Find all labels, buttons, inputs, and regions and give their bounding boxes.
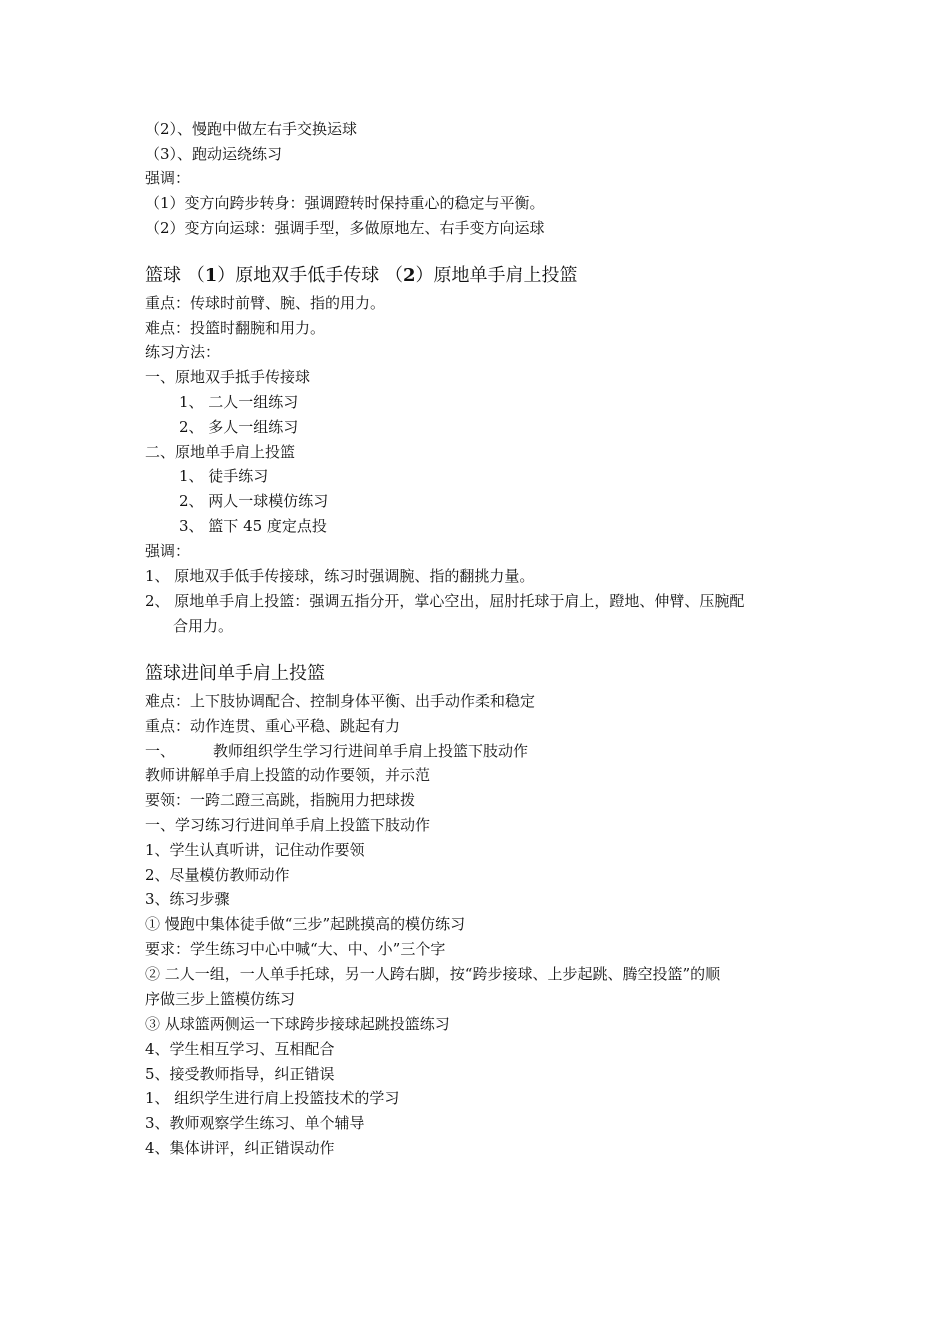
heading-part: ）原地单手肩上投篮 bbox=[415, 265, 578, 286]
text-line: （2）、慢跑中做左右手交换运球 bbox=[145, 120, 358, 138]
text-line: 2、尽量模仿教师动作 bbox=[145, 866, 290, 884]
text-line: 重点：动作连贯、重心平稳、跳起有力 bbox=[145, 717, 401, 735]
text-line: 要领：一跨二蹬三高跳，指腕用力把球拨 bbox=[145, 791, 416, 809]
text-line: 难点：上下肢协调配合、控制身体平衡、出手动作柔和稳定 bbox=[145, 692, 536, 710]
text-line: 1、 组织学生进行肩上投篮技术的学习 bbox=[145, 1089, 400, 1107]
text-line: 强调： bbox=[145, 169, 191, 187]
section-heading bbox=[145, 264, 578, 288]
text-line: 要求：学生练习中心中喊“大、中、小”三个字 bbox=[145, 940, 446, 958]
text-line: 序做三步上篮模仿练习 bbox=[145, 990, 296, 1008]
list-item: 1、 二人一组练习 bbox=[179, 393, 299, 411]
list-item: 2、 多人一组练习 bbox=[179, 418, 299, 436]
text-line: 2、 原地单手肩上投篮：强调五指分开，掌心空出，屈肘托球于肩上，蹬地、伸臂、压腕配 bbox=[145, 592, 745, 610]
heading-part: ）原地双手低手传球 （ bbox=[217, 265, 403, 286]
list-item: 2、 两人一球模仿练习 bbox=[179, 492, 329, 510]
text-line: 二、原地单手肩上投篮 bbox=[145, 443, 296, 461]
heading-number: 2 bbox=[403, 265, 416, 286]
text-line: ③ 从球篮两侧运一下球跨步接球起跳投篮练习 bbox=[145, 1015, 450, 1033]
text-line: 教师讲解单手肩上投篮的动作要领，并示范 bbox=[145, 766, 431, 784]
text-line: ① 慢跑中集体徒手做“三步”起跳摸高的模仿练习 bbox=[145, 915, 466, 933]
text-line: 3、练习步骤 bbox=[145, 890, 230, 908]
text-line: 3、教师观察学生练习、单个辅导 bbox=[145, 1114, 365, 1132]
text-line: ② 二人一组，一人单手托球，另一人跨右脚，按“跨步接球、上步起跳、腾空投篮”的顺 bbox=[145, 965, 721, 983]
text-line: 难点：投篮时翻腕和用力。 bbox=[145, 319, 326, 337]
text-line: （1）变方向跨步转身：强调蹬转时保持重心的稳定与平衡。 bbox=[145, 194, 545, 212]
text-line: 一、 bbox=[145, 742, 176, 760]
text-line: 强调： bbox=[145, 542, 191, 560]
text-line: 重点：传球时前臂、腕、指的用力。 bbox=[145, 294, 386, 312]
text-line: 一、原地双手抵手传接球 bbox=[145, 368, 311, 386]
section-heading: 篮球进间单手肩上投篮 bbox=[145, 663, 325, 684]
text-line: 练习方法： bbox=[145, 343, 221, 361]
text-line: 4、集体讲评，纠正错误动作 bbox=[145, 1139, 335, 1157]
text-line: 教师组织学生学习行进间单手肩上投篮下肢动作 bbox=[213, 742, 529, 760]
text-line: 5、接受教师指导，纠正错误 bbox=[145, 1065, 335, 1083]
text-line: 1、学生认真听讲，记住动作要领 bbox=[145, 841, 365, 859]
text-line: 4、学生相互学习、互相配合 bbox=[145, 1040, 335, 1058]
text-line: （2）变方向运球：强调手型，多做原地左、右手变方向运球 bbox=[145, 219, 545, 237]
text-line: 1、 原地双手低手传接球，练习时强调腕、指的翻挑力量。 bbox=[145, 567, 535, 585]
heading-number: 1 bbox=[204, 265, 218, 286]
text-line: 合用力。 bbox=[173, 617, 234, 635]
heading-part: 篮球 （ bbox=[145, 265, 205, 286]
text-line: 一、学习练习行进间单手肩上投篮下肢动作 bbox=[145, 816, 431, 834]
list-item: 1、 徒手练习 bbox=[179, 467, 269, 485]
list-item: 3、 篮下 45 度定点投 bbox=[179, 517, 327, 535]
text-line: （3）、跑动运绕练习 bbox=[145, 145, 283, 163]
